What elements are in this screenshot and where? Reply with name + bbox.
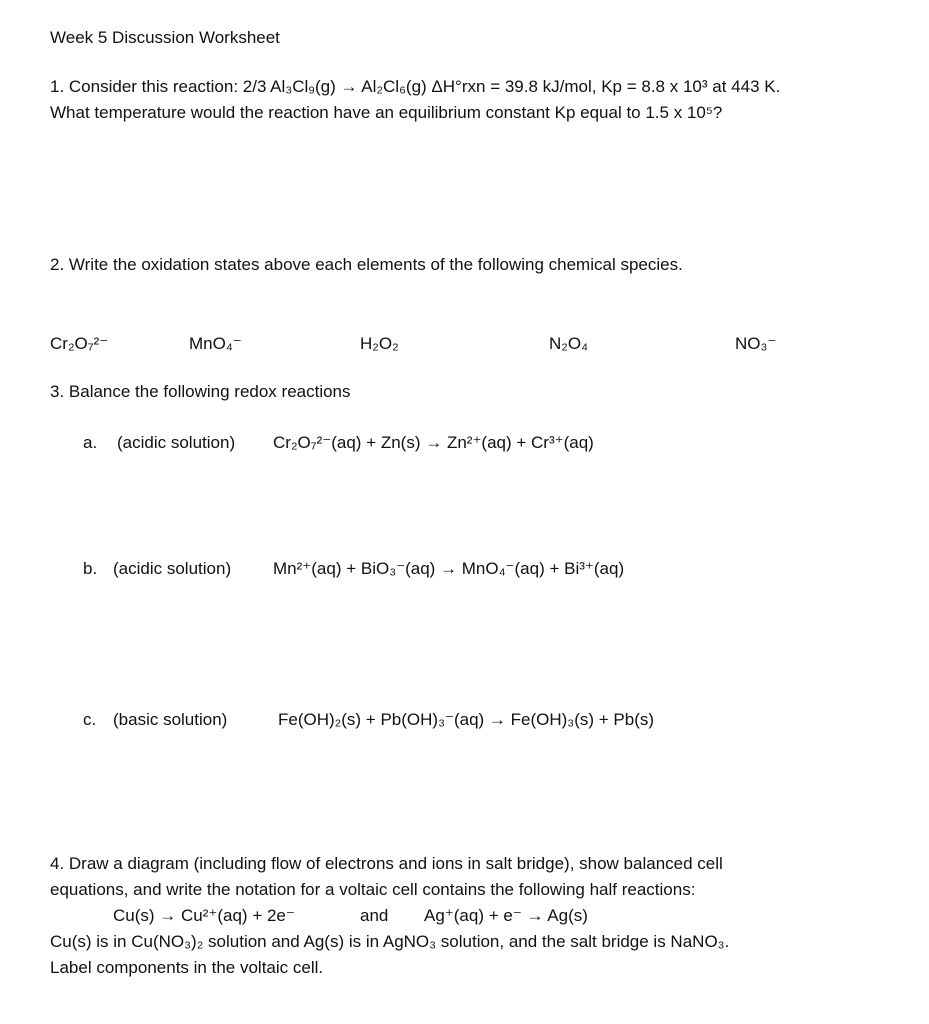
- species-dichromate: Cr₂O₇²⁻: [50, 334, 109, 353]
- question-4-line-4: Cu(s) is in Cu(NO₃)₂ solution and Ag(s) is in AgNO₃ solution, and the salt bridge is NaNO₃.: [50, 932, 730, 951]
- part-b-reaction: Mn²⁺(aq) + BiO₃⁻(aq) → MnO₄⁻(aq) + Bi³⁺(aq): [273, 559, 625, 578]
- species-hydrogen-peroxide: H₂O₂: [360, 334, 399, 353]
- worksheet-title: Week 5 Discussion Worksheet: [50, 28, 280, 47]
- part-b-condition: (acidic solution): [113, 559, 232, 578]
- question-1-line-1: 1. Consider this reaction: 2/3 Al₃Cl₉(g) → Al₂Cl₆(g) ΔH°rxn = 39.8 kJ/mol, Kp = 8.8 x 10³ at 443 K.: [50, 77, 781, 96]
- part-a-reaction: Cr₂O₇²⁻(aq) + Zn(s) → Zn²⁺(aq) + Cr³⁺(aq): [273, 433, 594, 452]
- question-4-line-1: 4. Draw a diagram (including flow of electrons and ions in salt bridge), show balanced cell: [50, 854, 723, 873]
- part-a-condition: (acidic solution): [117, 433, 236, 452]
- question-3-text: 3. Balance the following redox reactions: [50, 382, 351, 401]
- species-permanganate: MnO₄⁻: [189, 334, 242, 353]
- part-a-label: a.: [83, 433, 98, 452]
- question-4-line-2: equations, and write the notation for a voltaic cell contains the following half reactions:: [50, 880, 696, 899]
- question-1-line-2: What temperature would the reaction have an equilibrium constant Kp equal to 1.5 x 10⁵?: [50, 103, 723, 122]
- part-b-label: b.: [83, 559, 98, 578]
- question-2-text: 2. Write the oxidation states above each elements of the following chemical species.: [50, 255, 683, 274]
- half-reaction-copper: Cu(s) → Cu²⁺(aq) + 2e⁻: [113, 906, 295, 925]
- and-connector: and: [360, 906, 389, 925]
- species-nitrate: NO₃⁻: [735, 334, 777, 353]
- half-reaction-silver: Ag⁺(aq) + e⁻ → Ag(s): [424, 906, 588, 925]
- part-c-condition: (basic solution): [113, 710, 228, 729]
- species-dinitrogen-tetroxide: N₂O₄: [549, 334, 589, 353]
- part-c-label: c.: [83, 710, 97, 729]
- part-c-reaction: Fe(OH)₂(s) + Pb(OH)₃⁻(aq) → Fe(OH)₃(s) + Pb(s): [278, 710, 655, 729]
- question-4-line-5: Label components in the voltaic cell.: [50, 958, 324, 977]
